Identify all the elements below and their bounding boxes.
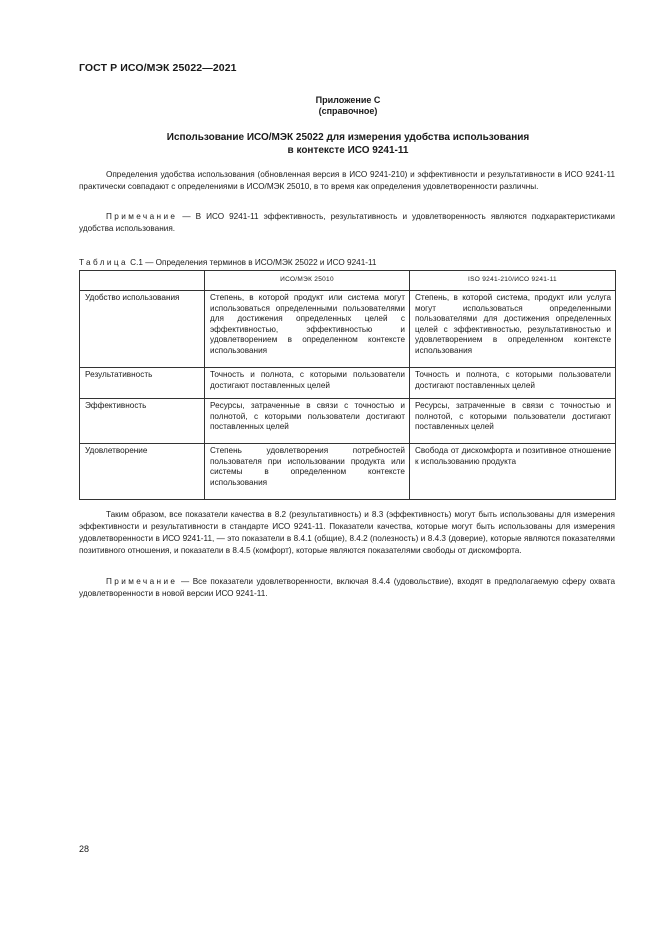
table-cell-iso9241: Свобода от дискомфорта и позитивное отношение к использованию продукта	[410, 444, 616, 500]
annex-type: (справочное)	[318, 106, 378, 116]
table-cell-term: Удобство использования	[80, 291, 205, 368]
annex-label: Приложение С	[315, 95, 381, 105]
table-cell-iso25010: Ресурсы, затраченные в связи с точностью и полнотой, с которыми пользователи достигают поставленных целей	[205, 399, 410, 444]
document-header: ГОСТ Р ИСО/МЭК 25022—2021	[79, 62, 237, 74]
annex-title-line-1: Использование ИСО/МЭК 25022 для измерения удобства использования	[166, 132, 530, 143]
intro-paragraph	[79, 169, 615, 193]
table-caption-text: С.1 — Определения терминов в ИСО/МЭК 25022 и ИСО 9241-11	[127, 258, 377, 267]
table-row	[80, 291, 616, 368]
table-header-iso9241: ISO 9241-210/ИСО 9241-11	[410, 271, 616, 291]
table-row	[80, 399, 616, 444]
note-2-label: Примечание	[106, 577, 178, 586]
table-cell-iso9241: Точность и полнота, с которыми пользователи достигают поставленных целей	[410, 368, 616, 399]
table-caption	[79, 257, 376, 269]
table-cell-iso25010: Степень удовлетворения потребностей пользователя при использовании продукта или системы в определенном контексте использования	[205, 444, 410, 500]
table-row	[80, 368, 616, 399]
table-header-iso25010: ИСО/МЭК 25010	[205, 271, 410, 291]
table-cell-iso9241: Ресурсы, затраченные в связи с точностью и полнотой, с которыми пользователи достигают поставленных целей	[410, 399, 616, 444]
annex-title-line-2: в контексте ИСО 9241-11	[287, 145, 409, 156]
table-cell-iso25010: Степень, в которой продукт или система могут использоваться определенными пользователями для достижения определенных целей с эффективностью, эффективностью и удовлетворением в определенном контексте использования	[205, 291, 410, 368]
page-number: 28	[79, 844, 90, 854]
table-header-row	[80, 271, 616, 291]
table-header-term	[80, 271, 205, 291]
annex-title	[79, 131, 617, 157]
terms-table	[79, 270, 616, 500]
conclusion-paragraph	[79, 509, 615, 557]
table-row	[80, 444, 616, 500]
note-1-label: Примечание	[106, 212, 178, 221]
table-cell-iso9241: Степень, в которой система, продукт или услуга могут использоваться определенными пользователями для достижения определенных целей с эффективностью, результативностью и удовлетворением в определенном контексте использования	[410, 291, 616, 368]
conclusion-paragraph-text: Таким образом, все показатели качества в 8.2 (результативность) и 8.3 (эффективность) могут быть использованы для измерения эффективности и результативности в стандарте ИСО 9241-11. Показатели качества, которые могут быть использованы для измерения удовлетворенности в ИСО 9241-11, — это показатели в 8.4.1 (общие), 8.4.2 (полезность) и 8.4.3 (доверие), которые являются показателями позитивного отношения, и показатели в 8.4.5 (комфорт), которые являются показателями свободы от дискомфорта.	[79, 510, 615, 555]
table-cell-term: Результативность	[80, 368, 205, 399]
annex-heading	[79, 95, 617, 117]
note-2	[79, 576, 615, 600]
table-cell-term: Эффективность	[80, 399, 205, 444]
note-1-text: — В ИСО 9241-11 эффективность, результативность и удовлетворенность являются подхарактеристиками удобства использования.	[79, 212, 615, 233]
table-cell-term: Удовлетворение	[80, 444, 205, 500]
table-caption-label: Таблица	[79, 258, 128, 267]
intro-paragraph-text: Определения удобства использования (обновленная версия в ИСО 9241-210) и эффективности и результативности в ИСО 9241-11 практически совпадают с определениями в ИСО/МЭК 25010, в то время как определения удовлетворенности различны.	[79, 170, 615, 191]
note-2-text: — Все показатели удовлетворенности, включая 8.4.4 (удовольствие), входят в предполагаемую сферу охвата удовлетворенности в новой версии ИСО 9241-11.	[79, 577, 615, 598]
table-cell-iso25010: Точность и полнота, с которыми пользователи достигают поставленных целей	[205, 368, 410, 399]
note-1	[79, 211, 615, 235]
